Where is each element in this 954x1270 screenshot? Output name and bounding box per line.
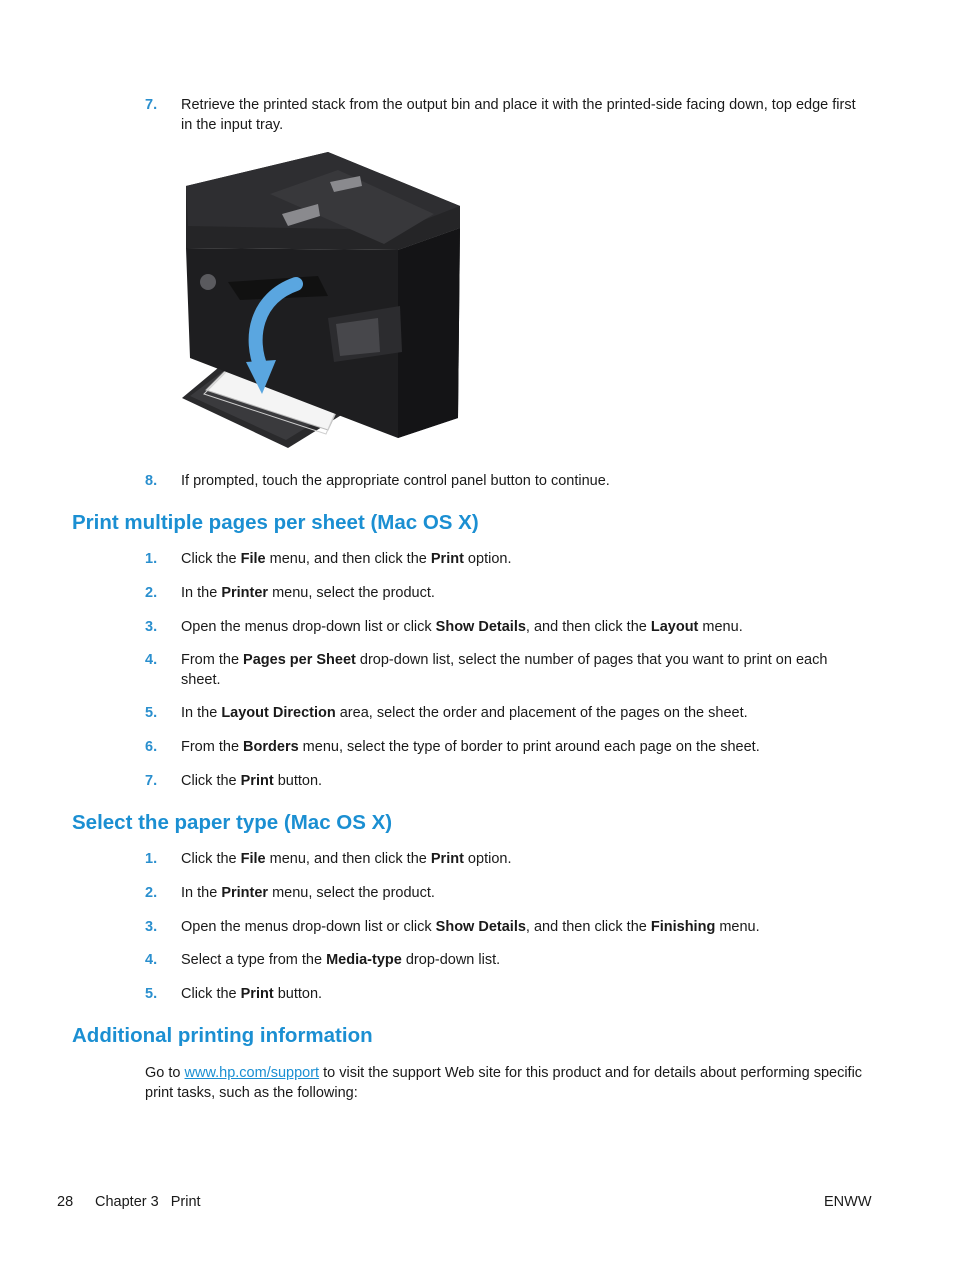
text-run: button.	[273, 986, 323, 1002]
step-number: 1.	[145, 551, 158, 567]
step-8-prompt	[145, 471, 865, 491]
footer-page-number: 28	[57, 1194, 74, 1210]
section1-step	[145, 650, 865, 690]
printer-illustration	[178, 148, 468, 454]
ui-term: Show Details	[435, 919, 526, 935]
step-number: 7.	[145, 773, 158, 789]
section1-step	[145, 737, 865, 757]
step-number: 5.	[145, 986, 158, 1002]
section-title-additional-info: Additional printing information	[72, 1024, 373, 1047]
ui-term: Printer	[221, 585, 269, 601]
step-number: 3.	[145, 619, 158, 635]
step-number: 4.	[145, 952, 158, 968]
ui-term: Show Details	[435, 619, 526, 635]
text-run: drop-down list.	[401, 952, 501, 968]
ui-term: Print	[430, 851, 464, 867]
text-run: option.	[463, 851, 512, 867]
text-run: Click the	[181, 986, 241, 1002]
section1-step	[145, 617, 865, 637]
step-text	[181, 849, 865, 869]
section2-step	[145, 950, 865, 970]
ui-term: Layout	[650, 619, 699, 635]
ui-term: File	[240, 851, 266, 867]
step-text	[181, 984, 865, 1004]
step-number: 2.	[145, 885, 158, 901]
section2-step	[145, 917, 865, 937]
step-number: 5.	[145, 705, 158, 721]
text-run: menu, and then click the	[265, 851, 431, 867]
section1-step	[145, 549, 865, 569]
step-number: 7.	[145, 97, 158, 113]
step-text	[181, 583, 865, 603]
footer-enww: ENWW	[824, 1194, 872, 1210]
ui-term: Print	[240, 773, 274, 789]
step-number: 1.	[145, 851, 158, 867]
section1-step	[145, 703, 865, 723]
step-text	[181, 771, 865, 791]
section1-step	[145, 583, 865, 603]
step-text	[181, 95, 865, 135]
text-run: In the	[181, 585, 222, 601]
section2-step	[145, 849, 865, 869]
step-text	[181, 917, 865, 937]
ui-term: Borders	[243, 739, 299, 755]
text-run: If prompted, touch the appropriate control panel button to continue.	[181, 473, 610, 489]
text-run: , and then click the	[525, 919, 651, 935]
text-run: From the	[181, 652, 244, 668]
text-run: menu, and then click the	[265, 551, 431, 567]
step-text	[181, 617, 865, 637]
section1-step	[145, 771, 865, 791]
ui-term: Layout Direction	[221, 705, 336, 721]
text-run: , and then click the	[525, 619, 651, 635]
text-run: Click the	[181, 773, 241, 789]
step-text	[181, 883, 865, 903]
text-run: option.	[463, 551, 512, 567]
step-number: 6.	[145, 739, 158, 755]
ui-term: Pages per Sheet	[243, 652, 356, 668]
section2-step	[145, 984, 865, 1004]
step-text	[181, 703, 865, 723]
ui-term: File	[240, 551, 266, 567]
ui-term: Print	[240, 986, 274, 1002]
text-run: button.	[273, 773, 323, 789]
text-run: area, select the order and placement of the pages on the sheet.	[335, 705, 748, 721]
step-7-retrieve	[145, 95, 865, 135]
step-number: 3.	[145, 919, 158, 935]
text-run: Retrieve the printed stack from the output bin and place it with the printed-side facing down, top edge first in the input tray.	[181, 97, 856, 133]
text-run: menu, select the type of border to print around each page on the sheet.	[298, 739, 760, 755]
section-title-multiple-pages: Print multiple pages per sheet (Mac OS X)	[72, 511, 479, 534]
text-run: drop-down list, select the number of pages that you want to print on each sheet.	[181, 652, 828, 688]
step-text	[181, 950, 865, 970]
section2-step	[145, 883, 865, 903]
text-run: Click the	[181, 851, 241, 867]
text-run: Select a type from the	[181, 952, 327, 968]
additional-info-paragraph	[145, 1063, 865, 1103]
step-text	[181, 737, 865, 757]
footer-chapter: Chapter 3 Print	[95, 1194, 201, 1210]
step-number: 4.	[145, 652, 158, 668]
para-text-after: to visit the support Web site for this product and for details about performing specific print tasks, such as the following:	[145, 1065, 863, 1101]
step-text	[181, 471, 865, 491]
text-run: menu, select the product.	[268, 885, 435, 901]
text-run: From the	[181, 739, 244, 755]
ui-term: Printer	[221, 885, 269, 901]
step-text	[181, 650, 865, 690]
section-title-paper-type: Select the paper type (Mac OS X)	[72, 811, 393, 834]
step-number: 2.	[145, 585, 158, 601]
ui-term: Print	[430, 551, 464, 567]
step-text	[181, 549, 865, 569]
text-run: Open the menus drop-down list or click	[181, 619, 436, 635]
text-run: menu, select the product.	[268, 585, 435, 601]
step-number: 8.	[145, 473, 158, 489]
text-run: In the	[181, 705, 222, 721]
text-run: menu.	[698, 619, 743, 635]
hp-support-link[interactable]: www.hp.com/support	[184, 1065, 320, 1081]
ui-term: Finishing	[650, 919, 716, 935]
text-run: In the	[181, 885, 222, 901]
text-run: Click the	[181, 551, 241, 567]
para-text-before: Go to	[145, 1065, 185, 1081]
ui-term: Media-type	[326, 952, 402, 968]
text-run: Open the menus drop-down list or click	[181, 919, 436, 935]
text-run: menu.	[715, 919, 760, 935]
